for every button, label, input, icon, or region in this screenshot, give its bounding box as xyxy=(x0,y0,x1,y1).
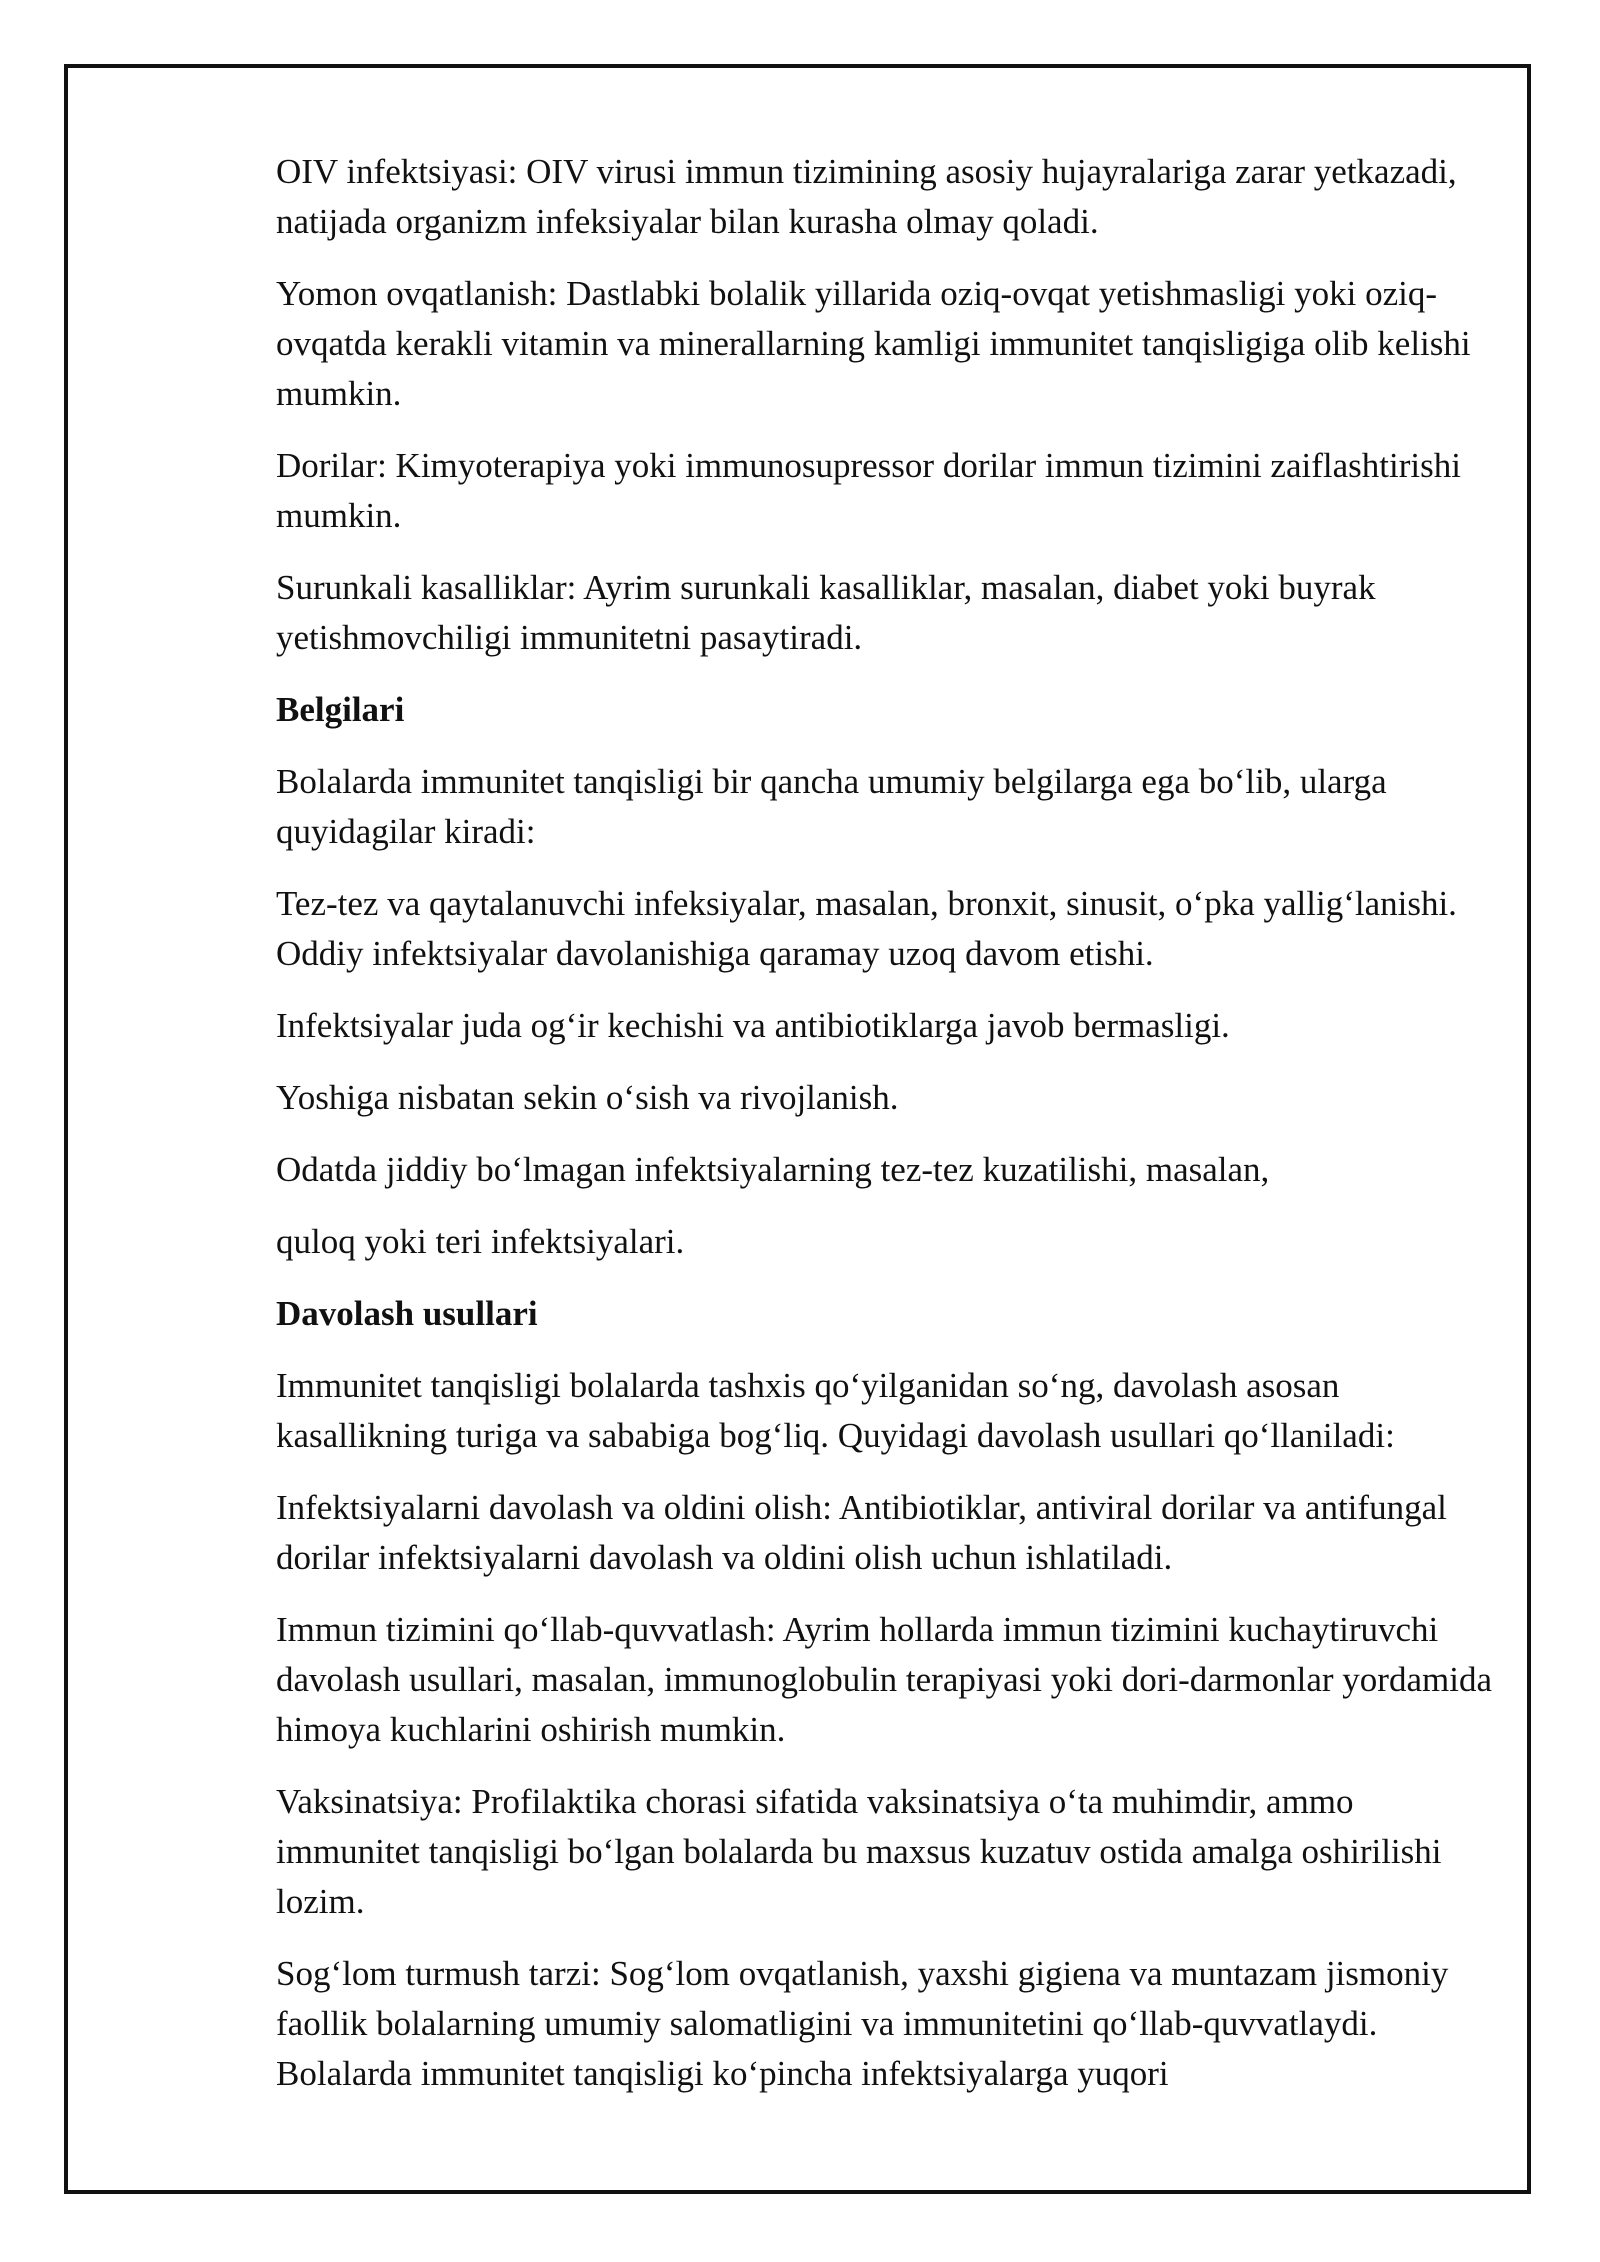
paragraph-symptom-growth: Yoshiga nisbatan sekin o‘sish va rivojlanish. xyxy=(276,1078,899,1117)
paragraph-dorilar: Dorilar: Kimyoterapiya yoki immunosupressor dorilar immun tizimini zaiflashtirishi mumkin. xyxy=(276,446,1461,535)
paragraph-treatment-vaccination: Vaksinatsiya: Profilaktika chorasi sifatida vaksinatsiya o‘ta muhimdir, ammo immunitet tanqisligi bo‘lgan bolalarda bu maxsus kuzatuv ostida amalga oshirilishi lozim. xyxy=(276,1782,1442,1921)
paragraph-treatment-infections: Infektsiyalarni davolash va oldini olish: Antibiotiklar, antiviral dorilar va antifungal dorilar infektsiyalarni davolash va oldini olish uchun ishlatiladi. xyxy=(276,1488,1447,1577)
paragraph-oiv-infektsiyasi: OIV infektsiyasi: OIV virusi immun tizimining asosiy hujayralariga zarar yetkazadi, natijada organizm infeksiyalar bilan kurasha olmay qoladi. xyxy=(276,152,1457,241)
paragraph-symptom-ear-skin: quloq yoki teri infektsiyalari. xyxy=(276,1222,685,1261)
section-heading-belgilari: Belgilari xyxy=(276,690,405,729)
section-heading-davolash-usullari: Davolash usullari xyxy=(276,1294,538,1333)
document-body xyxy=(276,147,1496,2121)
paragraph-symptom-frequent: Odatda jiddiy bo‘lmagan infektsiyalarning tez-tez kuzatilishi, masalan, xyxy=(276,1150,1270,1189)
paragraph-symptom-severe: Infektsiyalar juda og‘ir kechishi va antibiotiklarga javob bermasligi. xyxy=(276,1006,1230,1045)
paragraph-belgilar-intro: Bolalarda immunitet tanqisligi bir qancha umumiy belgilarga ega bo‘lib, ularga quyidagilar kiradi: xyxy=(276,762,1387,851)
paragraph-symptom-infections: Tez-tez va qaytalanuvchi infeksiyalar, masalan, bronxit, sinusit, o‘pka yallig‘lanishi. Oddiy infektsiyalar davolanishiga qaramay uzoq davom etishi. xyxy=(276,884,1457,973)
paragraph-treatment-immune-support: Immun tizimini qo‘llab-quvvatlash: Ayrim hollarda immun tizimini kuchaytiruvchi davolash usullari, masalan, immunoglobulin terapiyasi yoki dori-darmonlar yordamida himoya kuchlarini oshirish mumkin. xyxy=(276,1610,1492,1749)
paragraph-davolash-intro: Immunitet tanqisligi bolalarda tashxis qo‘yilganidan so‘ng, davolash asosan kasallikning turiga va sababiga bog‘liq. Quyidagi davolash usullari qo‘llaniladi: xyxy=(276,1366,1395,1455)
paragraph-treatment-lifestyle: Sog‘lom turmush tarzi: Sog‘lom ovqatlanish, yaxshi gigiena va muntazam jismoniy faollik bolalarning umumiy salomatligini va immunitetini qo‘llab-quvvatlaydi. Bolalarda immunitet tanqisligi ko‘pincha infektsiyalarga yuqori xyxy=(276,1954,1449,2093)
paragraph-surunkali-kasalliklar: Surunkali kasalliklar: Ayrim surunkali kasalliklar, masalan, diabet yoki buyrak yetishmovchiligi immunitetni pasaytiradi. xyxy=(276,568,1376,657)
paragraph-yomon-ovqatlanish: Yomon ovqatlanish: Dastlabki bolalik yillarida oziq-ovqat yetishmasligi yoki oziq-ovqatda kerakli vitamin va minerallarning kamligi immunitet tanqisligiga olib kelishi mumkin. xyxy=(276,274,1471,413)
